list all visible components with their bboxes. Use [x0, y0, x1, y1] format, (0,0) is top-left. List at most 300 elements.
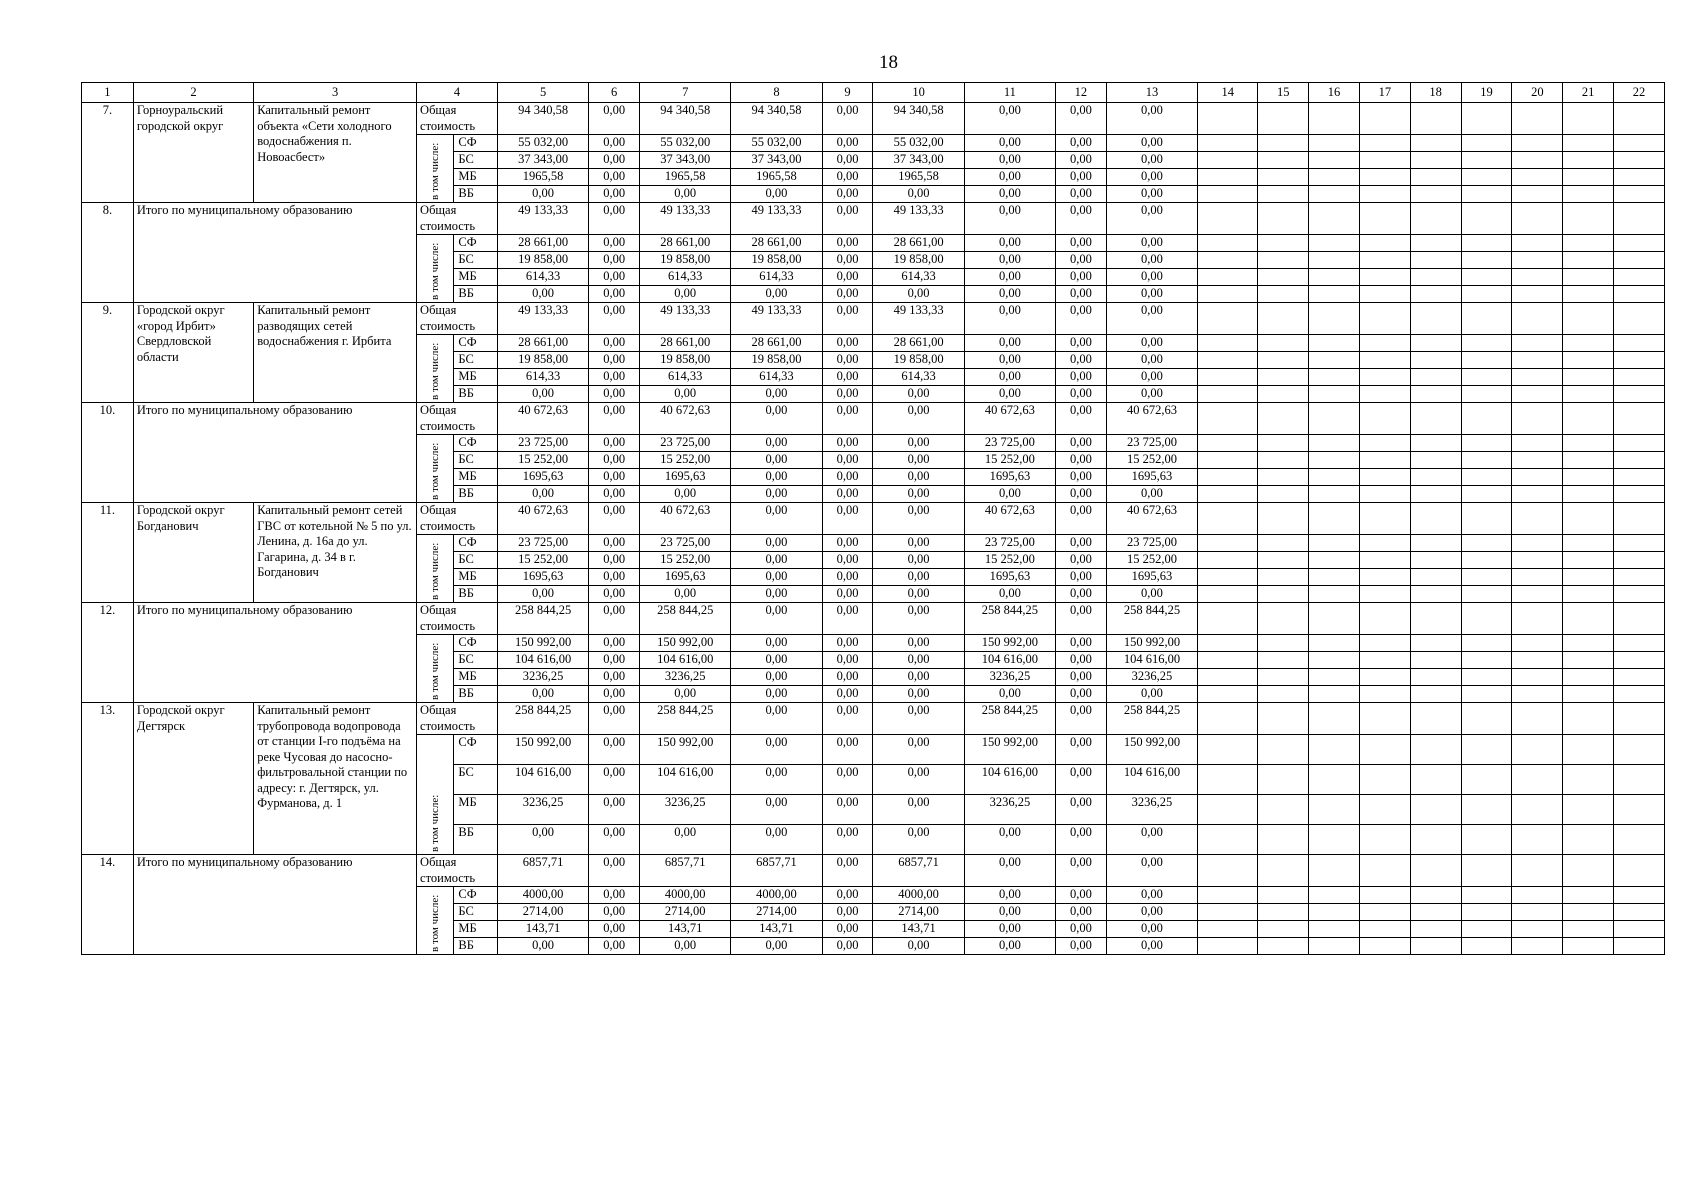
- empty-cell: [1614, 735, 1665, 765]
- value-cell: 0,00: [1056, 503, 1107, 535]
- value-cell: 104 616,00: [1106, 765, 1197, 795]
- value-cell: 0,00: [731, 703, 822, 735]
- funding-source-code: СФ: [454, 435, 498, 452]
- value-cell: 40 672,63: [964, 503, 1055, 535]
- subtotal-label: Итого по муниципальному образованию: [133, 403, 416, 503]
- empty-cell: [1614, 335, 1665, 352]
- empty-cell: [1512, 286, 1563, 303]
- empty-cell: [1198, 269, 1258, 286]
- value-cell: 0,00: [822, 855, 873, 887]
- value-cell: 0,00: [731, 652, 822, 669]
- header-cell: 18: [1410, 83, 1461, 103]
- value-cell: 0,00: [589, 135, 640, 152]
- value-cell: 19 858,00: [497, 252, 588, 269]
- empty-cell: [1614, 469, 1665, 486]
- object-name: Капитальный ремонт разводящих сетей водоснабжения г. Ирбита: [254, 303, 417, 403]
- funding-source-code: БС: [454, 152, 498, 169]
- table-row: [82, 603, 1665, 635]
- header-cell: 21: [1563, 83, 1614, 103]
- value-cell: 0,00: [822, 703, 873, 735]
- table-row: [82, 303, 1665, 335]
- empty-cell: [1359, 921, 1410, 938]
- value-cell: 0,00: [497, 386, 588, 403]
- empty-cell: [1198, 169, 1258, 186]
- empty-cell: [1563, 352, 1614, 369]
- value-cell: 0,00: [497, 686, 588, 703]
- empty-cell: [1614, 269, 1665, 286]
- value-cell: 614,33: [731, 369, 822, 386]
- table-row: [82, 503, 1665, 535]
- value-cell: 49 133,33: [640, 203, 731, 235]
- empty-cell: [1461, 921, 1512, 938]
- empty-cell: [1512, 135, 1563, 152]
- empty-cell: [1198, 335, 1258, 352]
- empty-cell: [1198, 369, 1258, 386]
- value-cell: 0,00: [964, 252, 1055, 269]
- value-cell: 0,00: [589, 386, 640, 403]
- including-label-text: в том числе:: [429, 242, 442, 300]
- value-cell: 0,00: [1106, 586, 1197, 603]
- value-cell: 0,00: [589, 855, 640, 887]
- empty-cell: [1258, 535, 1309, 552]
- value-cell: 0,00: [1056, 703, 1107, 735]
- empty-cell: [1614, 103, 1665, 135]
- value-cell: 55 032,00: [640, 135, 731, 152]
- empty-cell: [1309, 921, 1360, 938]
- empty-cell: [1614, 938, 1665, 955]
- empty-cell: [1512, 103, 1563, 135]
- page-number: 18: [879, 52, 898, 73]
- value-cell: 150 992,00: [497, 735, 588, 765]
- funding-source-code: ВБ: [454, 386, 498, 403]
- value-cell: 150 992,00: [1106, 635, 1197, 652]
- empty-cell: [1563, 135, 1614, 152]
- empty-cell: [1309, 686, 1360, 703]
- value-cell: 0,00: [1056, 552, 1107, 569]
- empty-cell: [1410, 904, 1461, 921]
- value-cell: 0,00: [1106, 904, 1197, 921]
- value-cell: 2714,00: [731, 904, 822, 921]
- empty-cell: [1461, 135, 1512, 152]
- funding-source-code: ВБ: [454, 586, 498, 603]
- value-cell: 0,00: [731, 586, 822, 603]
- value-cell: 0,00: [589, 535, 640, 552]
- empty-cell: [1563, 469, 1614, 486]
- empty-cell: [1309, 904, 1360, 921]
- empty-cell: [1461, 335, 1512, 352]
- value-cell: 614,33: [497, 269, 588, 286]
- empty-cell: [1614, 603, 1665, 635]
- value-cell: 0,00: [589, 825, 640, 855]
- empty-cell: [1359, 703, 1410, 735]
- empty-cell: [1614, 352, 1665, 369]
- including-label-cell: [417, 535, 454, 603]
- empty-cell: [1614, 186, 1665, 203]
- value-cell: 0,00: [1106, 938, 1197, 955]
- total-cost-label: Общая стоимость: [417, 403, 498, 435]
- empty-cell: [1309, 203, 1360, 235]
- empty-cell: [1410, 152, 1461, 169]
- empty-cell: [1198, 569, 1258, 586]
- header-cell: 3: [254, 83, 417, 103]
- empty-cell: [1512, 652, 1563, 669]
- value-cell: 0,00: [873, 503, 964, 535]
- empty-cell: [1359, 535, 1410, 552]
- value-cell: 2714,00: [497, 904, 588, 921]
- empty-cell: [1309, 552, 1360, 569]
- value-cell: 0,00: [873, 535, 964, 552]
- empty-cell: [1359, 669, 1410, 686]
- table-row: [82, 855, 1665, 887]
- value-cell: 37 343,00: [497, 152, 588, 169]
- value-cell: 0,00: [822, 452, 873, 469]
- empty-cell: [1614, 386, 1665, 403]
- value-cell: 104 616,00: [1106, 652, 1197, 669]
- header-cell: 9: [822, 83, 873, 103]
- empty-cell: [1461, 352, 1512, 369]
- empty-cell: [1614, 452, 1665, 469]
- empty-cell: [1512, 252, 1563, 269]
- empty-cell: [1563, 765, 1614, 795]
- value-cell: 1695,63: [640, 569, 731, 586]
- value-cell: 0,00: [731, 635, 822, 652]
- empty-cell: [1563, 203, 1614, 235]
- empty-cell: [1198, 203, 1258, 235]
- empty-cell: [1258, 369, 1309, 386]
- value-cell: 23 725,00: [964, 535, 1055, 552]
- empty-cell: [1309, 152, 1360, 169]
- row-number: 13.: [82, 703, 134, 855]
- empty-cell: [1614, 795, 1665, 825]
- value-cell: 19 858,00: [497, 352, 588, 369]
- empty-cell: [1563, 887, 1614, 904]
- value-cell: 0,00: [822, 486, 873, 503]
- value-cell: 0,00: [1056, 921, 1107, 938]
- value-cell: 0,00: [1056, 269, 1107, 286]
- value-cell: 0,00: [1106, 252, 1197, 269]
- funding-source-code: СФ: [454, 887, 498, 904]
- value-cell: 0,00: [589, 303, 640, 335]
- including-label-cell: [417, 635, 454, 703]
- value-cell: 0,00: [873, 586, 964, 603]
- value-cell: 0,00: [589, 686, 640, 703]
- municipality-name: Городской округ Дегтярск: [133, 703, 253, 855]
- value-cell: 0,00: [964, 921, 1055, 938]
- value-cell: 0,00: [1106, 686, 1197, 703]
- value-cell: 0,00: [964, 303, 1055, 335]
- empty-cell: [1309, 469, 1360, 486]
- empty-cell: [1258, 152, 1309, 169]
- value-cell: 614,33: [640, 369, 731, 386]
- value-cell: 0,00: [589, 286, 640, 303]
- empty-cell: [1512, 186, 1563, 203]
- empty-cell: [1512, 169, 1563, 186]
- empty-cell: [1512, 904, 1563, 921]
- value-cell: 0,00: [873, 938, 964, 955]
- empty-cell: [1198, 938, 1258, 955]
- empty-cell: [1512, 921, 1563, 938]
- header-cell: 2: [133, 83, 253, 103]
- municipality-name: Горноуральский городской округ: [133, 103, 253, 203]
- empty-cell: [1359, 186, 1410, 203]
- empty-cell: [1359, 235, 1410, 252]
- header-cell: 10: [873, 83, 964, 103]
- empty-cell: [1461, 303, 1512, 335]
- including-label-text: в том числе:: [429, 142, 442, 200]
- including-label-text: в том числе:: [429, 442, 442, 500]
- empty-cell: [1359, 503, 1410, 535]
- value-cell: 0,00: [589, 703, 640, 735]
- value-cell: 0,00: [589, 652, 640, 669]
- empty-cell: [1359, 286, 1410, 303]
- value-cell: 0,00: [1056, 669, 1107, 686]
- empty-cell: [1410, 386, 1461, 403]
- value-cell: 49 133,33: [731, 203, 822, 235]
- empty-cell: [1410, 825, 1461, 855]
- empty-cell: [1614, 586, 1665, 603]
- value-cell: 0,00: [731, 452, 822, 469]
- value-cell: 1965,58: [731, 169, 822, 186]
- value-cell: 94 340,58: [640, 103, 731, 135]
- header-cell: 12: [1056, 83, 1107, 103]
- value-cell: 0,00: [873, 686, 964, 703]
- empty-cell: [1198, 586, 1258, 603]
- empty-cell: [1359, 825, 1410, 855]
- value-cell: 143,71: [640, 921, 731, 938]
- value-cell: 0,00: [964, 369, 1055, 386]
- empty-cell: [1410, 552, 1461, 569]
- empty-cell: [1309, 369, 1360, 386]
- value-cell: 0,00: [822, 303, 873, 335]
- value-cell: 55 032,00: [873, 135, 964, 152]
- value-cell: 19 858,00: [731, 352, 822, 369]
- empty-cell: [1512, 203, 1563, 235]
- empty-cell: [1258, 921, 1309, 938]
- empty-cell: [1512, 586, 1563, 603]
- value-cell: 0,00: [822, 686, 873, 703]
- empty-cell: [1461, 603, 1512, 635]
- row-number: 14.: [82, 855, 134, 955]
- value-cell: 1965,58: [640, 169, 731, 186]
- total-cost-label: Общая стоимость: [417, 103, 498, 135]
- value-cell: 614,33: [497, 369, 588, 386]
- value-cell: 0,00: [1056, 169, 1107, 186]
- value-cell: 1695,63: [964, 569, 1055, 586]
- empty-cell: [1198, 825, 1258, 855]
- empty-cell: [1258, 938, 1309, 955]
- value-cell: 28 661,00: [497, 235, 588, 252]
- value-cell: 0,00: [873, 825, 964, 855]
- value-cell: 0,00: [1056, 603, 1107, 635]
- value-cell: 0,00: [589, 795, 640, 825]
- empty-cell: [1198, 469, 1258, 486]
- value-cell: 0,00: [822, 269, 873, 286]
- empty-cell: [1563, 403, 1614, 435]
- empty-cell: [1359, 855, 1410, 887]
- value-cell: 0,00: [1056, 586, 1107, 603]
- value-cell: 40 672,63: [1106, 403, 1197, 435]
- empty-cell: [1614, 152, 1665, 169]
- empty-cell: [1359, 135, 1410, 152]
- value-cell: 0,00: [1056, 887, 1107, 904]
- empty-cell: [1258, 669, 1309, 686]
- empty-cell: [1512, 635, 1563, 652]
- empty-cell: [1512, 535, 1563, 552]
- empty-cell: [1359, 795, 1410, 825]
- empty-cell: [1563, 569, 1614, 586]
- value-cell: 104 616,00: [964, 652, 1055, 669]
- empty-cell: [1309, 569, 1360, 586]
- total-cost-label: Общая стоимость: [417, 703, 498, 735]
- empty-cell: [1198, 552, 1258, 569]
- empty-cell: [1461, 435, 1512, 452]
- empty-cell: [1309, 669, 1360, 686]
- empty-cell: [1410, 169, 1461, 186]
- empty-cell: [1512, 486, 1563, 503]
- value-cell: 15 252,00: [640, 452, 731, 469]
- empty-cell: [1258, 203, 1309, 235]
- empty-cell: [1309, 352, 1360, 369]
- value-cell: 15 252,00: [964, 452, 1055, 469]
- empty-cell: [1410, 252, 1461, 269]
- header-cell: 1: [82, 83, 134, 103]
- empty-cell: [1258, 169, 1309, 186]
- value-cell: 49 133,33: [873, 203, 964, 235]
- value-cell: 0,00: [1056, 152, 1107, 169]
- empty-cell: [1512, 569, 1563, 586]
- empty-cell: [1309, 703, 1360, 735]
- empty-cell: [1309, 286, 1360, 303]
- value-cell: 0,00: [1106, 486, 1197, 503]
- empty-cell: [1461, 203, 1512, 235]
- empty-cell: [1309, 652, 1360, 669]
- value-cell: 614,33: [640, 269, 731, 286]
- empty-cell: [1359, 152, 1410, 169]
- table-row: [82, 203, 1665, 235]
- empty-cell: [1258, 303, 1309, 335]
- empty-cell: [1359, 203, 1410, 235]
- empty-cell: [1461, 169, 1512, 186]
- empty-cell: [1359, 652, 1410, 669]
- empty-cell: [1258, 435, 1309, 452]
- value-cell: 0,00: [822, 335, 873, 352]
- empty-cell: [1198, 921, 1258, 938]
- empty-cell: [1198, 135, 1258, 152]
- value-cell: 104 616,00: [640, 652, 731, 669]
- value-cell: 0,00: [964, 586, 1055, 603]
- funding-source-code: СФ: [454, 235, 498, 252]
- empty-cell: [1359, 569, 1410, 586]
- value-cell: 143,71: [731, 921, 822, 938]
- empty-cell: [1461, 552, 1512, 569]
- empty-cell: [1512, 603, 1563, 635]
- empty-cell: [1563, 703, 1614, 735]
- row-number: 9.: [82, 303, 134, 403]
- empty-cell: [1563, 652, 1614, 669]
- empty-cell: [1461, 686, 1512, 703]
- empty-cell: [1258, 887, 1309, 904]
- empty-cell: [1410, 186, 1461, 203]
- empty-cell: [1309, 938, 1360, 955]
- value-cell: 0,00: [822, 904, 873, 921]
- empty-cell: [1258, 386, 1309, 403]
- value-cell: 0,00: [822, 669, 873, 686]
- empty-cell: [1614, 535, 1665, 552]
- empty-cell: [1512, 938, 1563, 955]
- empty-cell: [1512, 735, 1563, 765]
- empty-cell: [1258, 352, 1309, 369]
- funding-table: [81, 82, 1665, 955]
- value-cell: 104 616,00: [964, 765, 1055, 795]
- value-cell: 0,00: [964, 855, 1055, 887]
- value-cell: 0,00: [1106, 135, 1197, 152]
- value-cell: 0,00: [1106, 103, 1197, 135]
- empty-cell: [1258, 855, 1309, 887]
- value-cell: 1695,63: [497, 569, 588, 586]
- value-cell: 0,00: [589, 269, 640, 286]
- empty-cell: [1461, 252, 1512, 269]
- empty-cell: [1309, 535, 1360, 552]
- value-cell: 0,00: [731, 669, 822, 686]
- value-cell: 0,00: [640, 586, 731, 603]
- funding-source-code: БС: [454, 252, 498, 269]
- empty-cell: [1309, 603, 1360, 635]
- empty-cell: [1258, 286, 1309, 303]
- value-cell: 0,00: [589, 252, 640, 269]
- value-cell: 0,00: [731, 535, 822, 552]
- value-cell: 0,00: [822, 603, 873, 635]
- empty-cell: [1198, 765, 1258, 795]
- value-cell: 258 844,25: [1106, 603, 1197, 635]
- value-cell: 0,00: [1106, 855, 1197, 887]
- header-cell: 19: [1461, 83, 1512, 103]
- empty-cell: [1614, 635, 1665, 652]
- empty-cell: [1614, 825, 1665, 855]
- value-cell: 104 616,00: [640, 765, 731, 795]
- value-cell: 0,00: [1056, 904, 1107, 921]
- value-cell: 0,00: [1056, 203, 1107, 235]
- empty-cell: [1563, 825, 1614, 855]
- value-cell: 0,00: [731, 603, 822, 635]
- empty-cell: [1563, 486, 1614, 503]
- empty-cell: [1410, 469, 1461, 486]
- value-cell: 23 725,00: [640, 435, 731, 452]
- empty-cell: [1359, 252, 1410, 269]
- empty-cell: [1512, 887, 1563, 904]
- value-cell: 0,00: [964, 169, 1055, 186]
- value-cell: 0,00: [873, 486, 964, 503]
- value-cell: 0,00: [589, 152, 640, 169]
- value-cell: 28 661,00: [873, 335, 964, 352]
- empty-cell: [1563, 686, 1614, 703]
- value-cell: 0,00: [589, 938, 640, 955]
- value-cell: 49 133,33: [497, 203, 588, 235]
- header-row: [82, 83, 1665, 103]
- value-cell: 150 992,00: [640, 735, 731, 765]
- value-cell: 0,00: [1056, 795, 1107, 825]
- value-cell: 0,00: [1056, 186, 1107, 203]
- value-cell: 28 661,00: [731, 235, 822, 252]
- value-cell: 0,00: [1056, 765, 1107, 795]
- empty-cell: [1198, 452, 1258, 469]
- value-cell: 0,00: [822, 386, 873, 403]
- value-cell: 0,00: [1106, 335, 1197, 352]
- subtotal-label: Итого по муниципальному образованию: [133, 203, 416, 303]
- value-cell: 0,00: [964, 352, 1055, 369]
- value-cell: 150 992,00: [640, 635, 731, 652]
- empty-cell: [1410, 303, 1461, 335]
- empty-cell: [1512, 552, 1563, 569]
